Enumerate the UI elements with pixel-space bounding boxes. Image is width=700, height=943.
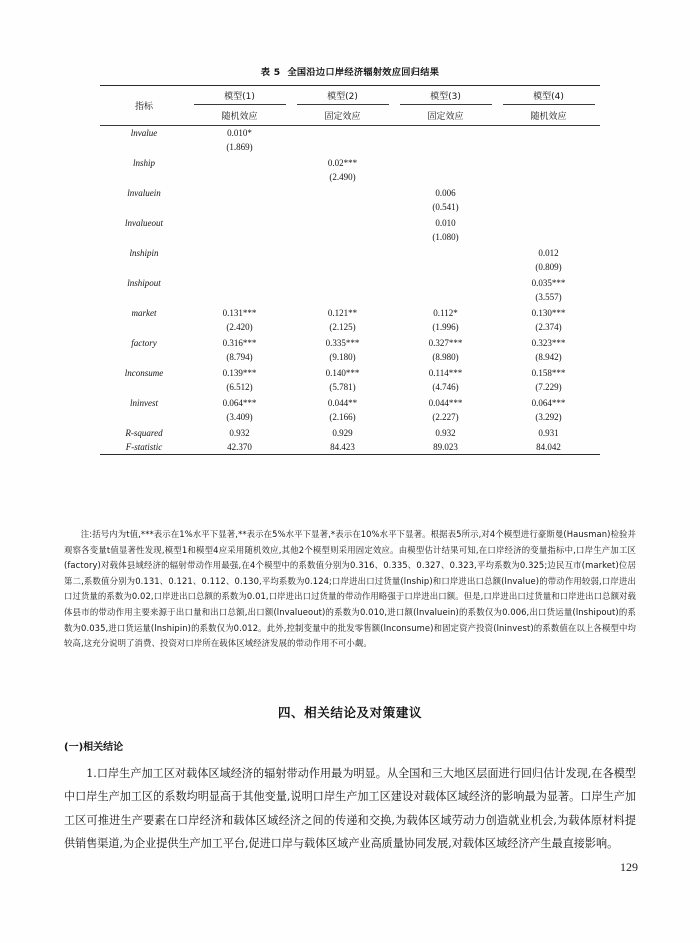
- section-heading: 四、相关结论及对策建议: [277, 705, 423, 720]
- tstat-cell-m2: [291, 290, 394, 306]
- coefficient-cell-m4: [497, 156, 600, 170]
- tstat-cell-m4: (7.229): [535, 382, 562, 392]
- coefficient-cell-m1: 0.316***: [222, 338, 257, 348]
- tstat-cell-m2: [291, 230, 394, 246]
- row-variable-label: R-squared: [125, 428, 163, 438]
- coefficient-cell-m3: 0.327***: [428, 338, 463, 348]
- coefficient-cell-m4: [497, 216, 600, 230]
- row-variable-spacer: [100, 140, 188, 156]
- table-row-tstat: [100, 380, 600, 396]
- table-row: [100, 156, 600, 170]
- coefficient-cell-m1: [188, 216, 291, 230]
- regression-results-table: [100, 85, 600, 454]
- table-row: [100, 366, 600, 380]
- tstat-cell-m3: (1.080): [432, 232, 459, 242]
- table-caption: [100, 64, 600, 78]
- row-variable-spacer: [100, 260, 188, 276]
- tstat-cell-m2: (2.166): [329, 412, 356, 422]
- tstat-cell-m1: (6.512): [226, 382, 253, 392]
- coefficient-cell-m1: 0.139***: [222, 368, 257, 378]
- coefficient-cell-m3: 0.112*: [433, 308, 458, 318]
- coefficient-cell-m2: [291, 276, 394, 290]
- tstat-cell-m1: [188, 260, 291, 276]
- coefficient-cell-m3: [394, 276, 497, 290]
- table-row-tstat: [100, 350, 600, 366]
- tstat-cell-m3: (8.980): [432, 352, 459, 362]
- table-row-tstat: [100, 320, 600, 336]
- coefficient-cell-m4: 0.130***: [531, 308, 566, 318]
- section-subheading: (一)相关结论: [64, 742, 124, 753]
- coefficient-cell-m2: [291, 186, 394, 200]
- table-body: [100, 126, 600, 455]
- tstat-cell-m3: [394, 140, 497, 156]
- body-paragraph: 1.口岸生产加工区对载体区域经济的辐射带动作用最为明显。从全国和三大地区层面进行回归估计发现,在各模型中口岸生产加工区的系数均明显高于其他变量,说明口岸生产加工区建设对载体区域经济的影响最为显著。口岸生产加工区可推进生产要素在口岸经济和载体区域经济之间的传递和交换,为载体区域劳动力创造就业机会,为载体原材料提供销售渠道,为企业提供生产加工平台,促进口岸与载体区域产业高质量协同发展,对载体区域经济产生最直接影响。: [64, 767, 636, 851]
- tstat-cell-m4: [497, 230, 600, 246]
- row-variable-spacer: [100, 290, 188, 306]
- row-variable-spacer: [100, 170, 188, 186]
- column-header-effect-2: 固定效应: [324, 112, 361, 122]
- coefficient-cell-m3: 0.010: [435, 218, 456, 228]
- tstat-cell-m3: (0.541): [432, 202, 459, 212]
- row-variable-spacer: [100, 200, 188, 216]
- row-variable-spacer: [100, 350, 188, 366]
- coefficient-cell-m1: [188, 156, 291, 170]
- table-note: 注:括号内为t值,***表示在1%水平下显著,**表示在5%水平下显著,*表示在10%水平下显著。根据表5所示,对4个模型进行豪斯曼(Hausman)检验并观察各变量t值显著性发现,模型1和模型4应采用随机效应,其他2个模型则采用固定效应。由模型估计结果可知,在口岸经济的变量指标中,口岸生产加工区(factory)对载体县域经济的辐射带动作用最强,在4个模型中的系数值分别为0.316、0.335、0.327、0.323,平均系数为0.325;边民互市(market)位居第二,系数值分别为0.131、0.121、0.112、0.130,平均系数为0.124;口岸进出口过货量(lnship)和口岸进出口总额(lnvalue)的带动作用较弱,口岸进出口过货量的系数为0.02,口岸进出口总额的系数为0.01,口岸进出口过货量的带动作用略强于口岸进出口额。但是,口岸进出口过货量和口岸进出口总额对载体县市的带动作用主要来源于出口量和出口总额,出口额(lnvalueout)的系数为0.010,进口额(lnvaluein)的系数仅为0.006,出口货运量(lnshipout)的系数为0.035,进口货运量(lnshipin)的系数仅为0.012。此外,控制变量中的批发零售额(lnconsume)和固定资产投资(lninvest)的系数值在以上各模型中均较高,这充分说明了消费、投资对口岸所在载体区域经济发展的带动作用不可小觑。: [64, 529, 636, 649]
- column-header-effect-4: 随机效应: [530, 112, 567, 122]
- tstat-cell-m2: (5.781): [329, 382, 356, 392]
- tstat-cell-m3: (4.746): [432, 382, 459, 392]
- tstat-cell-m3: (1.996): [432, 322, 459, 332]
- regression-table-block: [100, 64, 600, 455]
- tstat-cell-m3: (2.227): [432, 412, 459, 422]
- table-row: [100, 306, 600, 320]
- column-header-model-4: 模型(4): [497, 86, 600, 108]
- coefficient-cell-m1: [188, 186, 291, 200]
- row-variable-spacer: [100, 410, 188, 426]
- coefficient-cell-m2: 0.02***: [327, 158, 358, 168]
- row-variable-spacer: [100, 230, 188, 246]
- coefficient-cell-m4: 0.158***: [531, 368, 566, 378]
- coefficient-cell-m4: [497, 186, 600, 200]
- table-row-tstat: [100, 170, 600, 186]
- column-header-effect-3: 固定效应: [427, 112, 464, 122]
- row-variable-label: lnvalueout: [125, 218, 163, 228]
- coefficient-cell-m3: 0.114***: [428, 368, 463, 378]
- coefficient-cell-m1: 0.131***: [222, 308, 257, 318]
- row-variable-label: F-statistic: [125, 442, 163, 452]
- coefficient-cell-m4: [497, 126, 600, 141]
- table-bottom-rule: [100, 454, 600, 455]
- tstat-cell-m4: (2.374): [535, 322, 562, 332]
- coefficient-cell-m4: 0.323***: [531, 338, 566, 348]
- table-row: [100, 186, 600, 200]
- coefficient-cell-m2: [291, 126, 394, 141]
- table-row-tstat: [100, 230, 600, 246]
- tstat-cell-m1: [188, 230, 291, 246]
- column-header-effect-1: 随机效应: [221, 112, 258, 122]
- row-variable-label: market: [131, 308, 157, 318]
- table-row: [100, 126, 600, 141]
- coefficient-cell-m4: 0.931: [538, 428, 559, 438]
- coefficient-cell-m3: [394, 156, 497, 170]
- coefficient-cell-m4: 0.035***: [531, 278, 566, 288]
- coefficient-cell-m1: 0.064***: [222, 398, 257, 408]
- tstat-cell-m4: (3.557): [535, 292, 562, 302]
- coefficient-cell-m4: 0.012: [538, 248, 559, 258]
- table-row: [100, 440, 600, 454]
- table-row-tstat: [100, 410, 600, 426]
- table-row-tstat: [100, 200, 600, 216]
- coefficient-cell-m2: 0.121**: [327, 308, 358, 318]
- column-header-model-3: 模型(3): [394, 86, 497, 108]
- coefficient-cell-m2: 0.044**: [327, 398, 358, 408]
- table-caption-number: 表 5: [260, 67, 281, 78]
- row-variable-spacer: [100, 380, 188, 396]
- coefficient-cell-m4: 84.042: [536, 442, 561, 452]
- row-variable-label: lnshipout: [127, 278, 161, 288]
- tstat-cell-m1: [188, 170, 291, 186]
- coefficient-cell-m2: [291, 216, 394, 230]
- tstat-cell-m1: (1.869): [226, 142, 253, 152]
- tstat-cell-m2: (2.125): [329, 322, 356, 332]
- tstat-cell-m1: [188, 200, 291, 216]
- table-row: [100, 276, 600, 290]
- table-row-tstat: [100, 140, 600, 156]
- tstat-cell-m1: (2.420): [226, 322, 253, 332]
- coefficient-cell-m3: 0.044***: [428, 398, 463, 408]
- row-variable-label: lninvest: [130, 398, 158, 408]
- coefficient-cell-m1: 0.932: [229, 428, 250, 438]
- tstat-cell-m4: [497, 140, 600, 156]
- table-caption-title: 全国沿边口岸经济辐射效应回归结果: [287, 67, 440, 78]
- column-header-index: 指标: [134, 102, 153, 112]
- row-variable-label: factory: [131, 338, 157, 348]
- page-number: 129: [620, 860, 638, 874]
- coefficient-cell-m2: 0.929: [332, 428, 353, 438]
- coefficient-cell-m3: 89.023: [433, 442, 458, 452]
- row-variable-label: lnconsume: [124, 368, 164, 378]
- tstat-cell-m3: [394, 290, 497, 306]
- coefficient-cell-m1: 0.010*: [227, 128, 252, 138]
- table-row: [100, 216, 600, 230]
- coefficient-cell-m3: [394, 246, 497, 260]
- coefficient-cell-m3: [394, 126, 497, 141]
- table-row: [100, 246, 600, 260]
- coefficient-cell-m2: 84.423: [330, 442, 355, 452]
- coefficient-cell-m1: [188, 276, 291, 290]
- tstat-cell-m3: [394, 260, 497, 276]
- column-header-model-2: 模型(2): [291, 86, 394, 108]
- row-variable-label: lnship: [132, 158, 155, 168]
- coefficient-cell-m2: 0.140***: [325, 368, 360, 378]
- table-header: [100, 86, 600, 126]
- table-row-tstat: [100, 290, 600, 306]
- tstat-cell-m2: (2.490): [329, 172, 356, 182]
- coefficient-cell-m3: 0.006: [435, 188, 456, 198]
- tstat-cell-m3: [394, 170, 497, 186]
- table-row: [100, 336, 600, 350]
- table-row-tstat: [100, 260, 600, 276]
- row-variable-spacer: [100, 320, 188, 336]
- tstat-cell-m2: [291, 200, 394, 216]
- tstat-cell-m1: (8.794): [226, 352, 253, 362]
- tstat-cell-m4: (8.942): [535, 352, 562, 362]
- tstat-cell-m1: [188, 290, 291, 306]
- coefficient-cell-m1: [188, 246, 291, 260]
- tstat-cell-m4: (0.809): [535, 262, 562, 272]
- table-header-model-row: [100, 86, 600, 108]
- column-header-model-1: 模型(1): [188, 86, 291, 108]
- row-variable-label: lnshipin: [129, 248, 159, 258]
- row-variable-label: lnvaluein: [127, 188, 161, 198]
- tstat-cell-m4: [497, 170, 600, 186]
- tstat-cell-m1: (3.409): [226, 412, 253, 422]
- coefficient-cell-m3: 0.932: [435, 428, 456, 438]
- coefficient-cell-m2: [291, 246, 394, 260]
- tstat-cell-m4: (3.292): [535, 412, 562, 422]
- coefficient-cell-m1: 42.370: [227, 442, 252, 452]
- table-row: [100, 426, 600, 440]
- table-row: [100, 396, 600, 410]
- tstat-cell-m4: [497, 200, 600, 216]
- tstat-cell-m2: [291, 140, 394, 156]
- coefficient-cell-m2: 0.335***: [325, 338, 360, 348]
- row-variable-label: lnvalue: [130, 128, 158, 138]
- coefficient-cell-m4: 0.064***: [531, 398, 566, 408]
- tstat-cell-m2: [291, 260, 394, 276]
- tstat-cell-m2: (9.180): [329, 352, 356, 362]
